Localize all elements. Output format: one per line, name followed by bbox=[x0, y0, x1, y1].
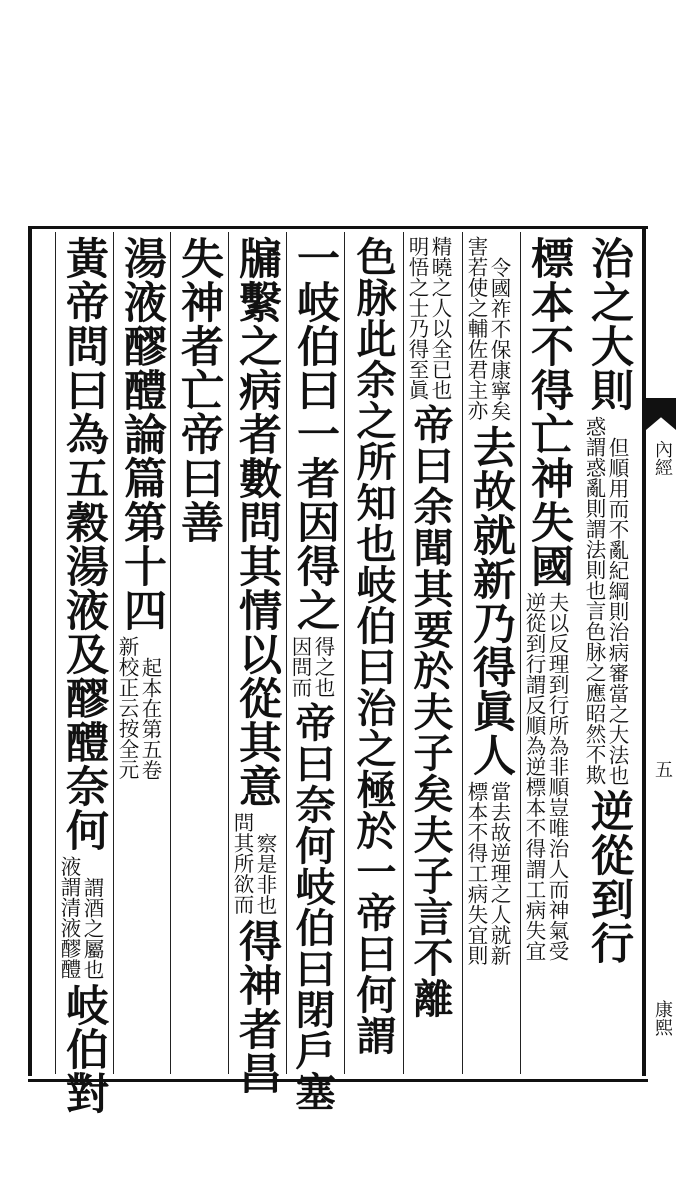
text-column-8 bbox=[172, 236, 232, 1072]
main-text: 牖繫之病者數問其情以從其意 bbox=[232, 236, 282, 808]
commentary-line: 精曉之人以全已也 bbox=[428, 236, 452, 400]
text-column-6 bbox=[288, 236, 348, 1112]
commentary-line: 得之也 bbox=[311, 636, 335, 698]
commentary-line: 新校正云按全元 bbox=[115, 636, 139, 780]
commentary-line: 因問而 bbox=[288, 636, 312, 698]
commentary-line: 明悟之士乃得至眞 bbox=[405, 236, 429, 400]
fore-edge-margin bbox=[645, 226, 676, 1076]
main-text: 黃帝問曰為五穀湯液及醪醴奈何 bbox=[59, 236, 109, 852]
margin-title: 內經 bbox=[652, 440, 673, 476]
column-divider bbox=[55, 232, 56, 1074]
commentary bbox=[464, 236, 510, 425]
commentary-line: 但順用而不亂紀綱則治病審當之大法也 bbox=[605, 436, 629, 785]
commentary bbox=[405, 236, 451, 404]
commentary bbox=[582, 416, 628, 789]
main-text: 一岐伯曰一者因得之 bbox=[290, 236, 340, 632]
commentary bbox=[464, 781, 510, 970]
text-column-7 bbox=[230, 236, 290, 1095]
main-text: 標本不得亡神失國 bbox=[524, 236, 574, 588]
commentary bbox=[288, 636, 334, 702]
commentary bbox=[115, 636, 161, 784]
commentary-line: 察是非也 bbox=[253, 832, 277, 915]
commentary-line: 惑謂惑亂則謂法則也言色脉之應昭然不欺 bbox=[582, 416, 606, 785]
commentary-line: 夫以反理到行所為非順豈唯治人而神氣受 bbox=[545, 592, 569, 961]
commentary-line: 害若使之輔佐君主亦 bbox=[464, 236, 488, 421]
chapter-heading-column bbox=[115, 236, 175, 1072]
text-column-3 bbox=[464, 236, 524, 1072]
commentary bbox=[57, 856, 103, 983]
commentary-line: 標本不得工病失宜則 bbox=[464, 780, 488, 965]
main-text: 治之大則 bbox=[584, 236, 634, 412]
margin-page-number: 五 bbox=[652, 760, 673, 778]
chapter-title: 湯液醪醴論篇第十四 bbox=[117, 236, 167, 632]
commentary-line: 液謂清液醪醴 bbox=[57, 856, 81, 979]
main-text: 帝曰余聞其要於夫子矣夫子言不離 bbox=[407, 404, 454, 1019]
commentary bbox=[522, 592, 568, 965]
text-column-5 bbox=[346, 236, 406, 1072]
left-border-rule bbox=[28, 226, 32, 1076]
main-text: 色脉此余之所知也岐伯曰治之極於一帝曰何謂 bbox=[350, 236, 397, 1056]
text-column-10 bbox=[57, 236, 117, 1115]
commentary-line: 謂酒之屬也 bbox=[80, 876, 104, 979]
commentary-line: 逆從到行謂反順為逆標本不得謂工病失宜 bbox=[522, 592, 546, 961]
main-text: 得神者昌 bbox=[232, 918, 282, 1095]
commentary-line: 問其所欲而 bbox=[230, 812, 254, 915]
margin-footer: 康熙 bbox=[652, 1000, 673, 1036]
text-column-1 bbox=[582, 236, 642, 1072]
commentary-line: 當去故逆理之人就新 bbox=[487, 780, 511, 965]
main-text: 帝曰奈何岐伯曰閉戶塞 bbox=[289, 701, 336, 1112]
commentary bbox=[230, 812, 276, 919]
main-text: 逆從到行 bbox=[584, 789, 634, 965]
commentary-line: 起本在第五卷 bbox=[138, 656, 162, 780]
text-column-4 bbox=[405, 236, 465, 1072]
main-text: 去故就新乃得眞人 bbox=[466, 424, 516, 777]
main-text: 失神者亡帝曰善 bbox=[174, 236, 224, 544]
text-column-2 bbox=[522, 236, 582, 1072]
commentary-line: 令國祚不保康寧矣 bbox=[487, 256, 511, 421]
main-text: 岐伯對 bbox=[59, 983, 109, 1115]
